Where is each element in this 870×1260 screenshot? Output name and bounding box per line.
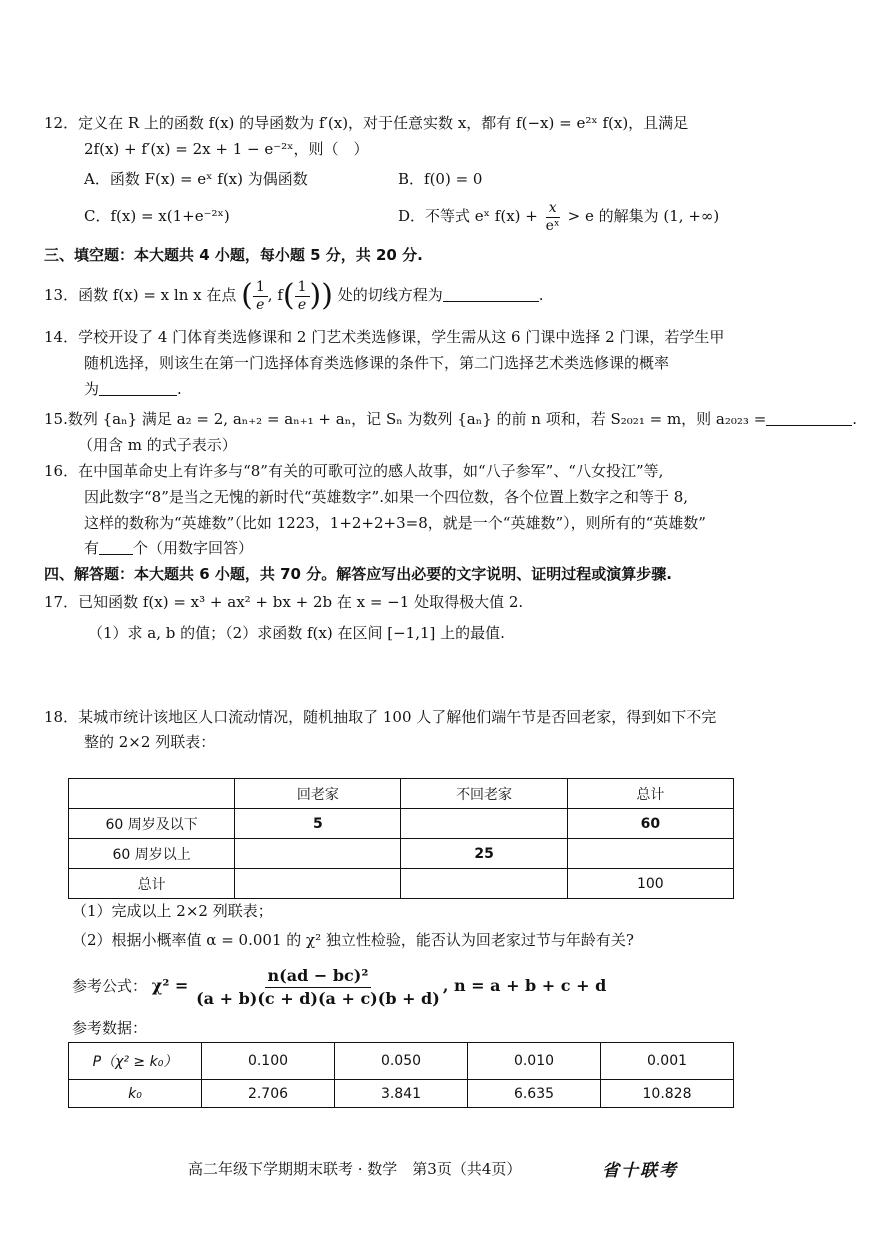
formula-denominator: (a + b)(c + d)(a + c)(b + d) xyxy=(196,988,440,1008)
table-cell: 5 xyxy=(235,809,401,839)
q12-option-c: C．f(x) = x(1+e⁻²ˣ) xyxy=(84,207,230,225)
table-cell: 0.001 xyxy=(601,1043,734,1080)
q12-line1: 12．定义在 R 上的函数 f(x) 的导函数为 f′(x)，对于任意实数 x，都有 f(−x) = e²ˣ f(x)，且满足 xyxy=(44,114,689,132)
q14-line3-text: 为 xyxy=(84,380,100,398)
q14-line1: 14．学校开设了 4 门体育类选修课和 2 门艺术类选修课，学生需从这 6 门课中选择 2 门课，若学生甲 xyxy=(44,328,725,346)
table-cell xyxy=(235,839,401,869)
q13-answer-blank[interactable] xyxy=(443,285,539,302)
q13-fraction-2 xyxy=(295,279,310,314)
q13-end: . xyxy=(538,286,544,304)
formula-fraction xyxy=(193,965,443,1010)
table-cell: 3.841 xyxy=(335,1080,468,1108)
reference-row-label: P（χ² ≥ k₀） xyxy=(69,1043,202,1080)
table-cell: 0.010 xyxy=(468,1043,601,1080)
q17-line2: （1）求 a, b 的值；（2）求函数 f(x) 在区间 [−1,1] 上的最值. xyxy=(88,624,505,642)
q18-sub2: （2）根据小概率值 α = 0.001 的 χ² 独立性检验，能否认为回老家过节与年龄有关? xyxy=(72,931,634,949)
q14-line3 xyxy=(84,378,182,400)
table-row xyxy=(69,1080,734,1108)
q13-den-1: e xyxy=(256,296,265,313)
q12-option-d-denominator: eˣ xyxy=(545,217,560,234)
q12-option-d-numerator: x xyxy=(546,200,560,218)
formula-tail: , n = a + b + c + d xyxy=(442,976,607,995)
q14-line2: 随机选择，则该生在第一门选择体育类选修课的条件下，第二门选择艺术类选修课的概率 xyxy=(84,354,670,372)
table-cell: 60 周岁及以下 xyxy=(69,809,235,839)
table-cell: 0.050 xyxy=(335,1043,468,1080)
table-cell xyxy=(235,869,401,899)
contingency-header-cell: 不回老家 xyxy=(401,779,567,809)
q18-sub1: （1）完成以上 2×2 列联表； xyxy=(72,902,273,920)
table-cell: 总计 xyxy=(69,869,235,899)
q15-answer-blank[interactable] xyxy=(766,409,852,426)
contingency-header-cell xyxy=(69,779,235,809)
q12-option-d xyxy=(398,198,719,235)
section-3-heading: 三、填空题：本大题共 4 小题，每小题 5 分，共 20 分. xyxy=(44,246,423,264)
q13-mid: , f xyxy=(267,286,283,304)
contingency-header-cell: 回老家 xyxy=(235,779,401,809)
table-cell: 25 xyxy=(401,839,567,869)
q14-end: . xyxy=(177,380,182,398)
q16-line2: 因此数字“8”是当之无愧的新时代“英雄数字”.如果一个四位数，各个位置上数字之和等于 8, xyxy=(84,488,689,506)
q16-line4 xyxy=(84,537,253,559)
reference-row-label: k₀ xyxy=(69,1080,202,1108)
q13-post: 处的切线方程为 xyxy=(337,286,443,304)
q16-line4-pre: 有 xyxy=(84,539,100,557)
reference-formula xyxy=(72,960,606,1012)
table-row xyxy=(69,1043,734,1080)
contingency-header-cell: 总计 xyxy=(567,779,733,809)
q18-line1: 18．某城市统计该地区人口流动情况，随机抽取了 100 人了解他们端午节是否回老家，得到如下不完 xyxy=(44,708,717,726)
q13-pre: 13．函数 f(x) = x ln x 在点 xyxy=(44,286,237,304)
table-row xyxy=(69,809,734,839)
q12-option-a: A．函数 F(x) = eˣ f(x) 为偶函数 xyxy=(84,170,308,188)
q16-line1: 16．在中国革命史上有许多与“8”有关的可歌可泣的感人故事，如“八子参军”、“八女投江”等, xyxy=(44,462,664,480)
q16-answer-blank[interactable] xyxy=(99,538,133,555)
formula-label: 参考公式： xyxy=(72,977,148,995)
q15-end: . xyxy=(852,410,858,428)
table-cell: 0.100 xyxy=(202,1043,335,1080)
table-cell xyxy=(567,839,733,869)
table-cell: 100 xyxy=(567,869,733,899)
exam-stamp: 省十联考 xyxy=(602,1161,678,1181)
formula-numerator: n(ad − bc)² xyxy=(265,965,372,988)
page-footer: 高二年级下学期期末联考 · 数学 第3页（共4页） xyxy=(188,1160,522,1178)
q14-answer-blank[interactable] xyxy=(99,379,177,396)
q15-line1 xyxy=(44,408,857,430)
q13-num-1: 1 xyxy=(253,279,268,297)
q16-line4-post: 个（用数字回答） xyxy=(133,539,254,557)
q13: 13．函数 f(x) = x ln x 在点 ( $\frac{1}{e}$ , f( $\frac{1}{e}$ )) 处的切线方程为 . xyxy=(44,278,544,313)
table-cell: 6.635 xyxy=(468,1080,601,1108)
q15-line1-text: 15.数列 {aₙ} 满足 a₂ = 2, aₙ₊₂ = aₙ₊₁ + aₙ，记 Sₙ 为数列 {aₙ} 的前 n 项和，若 S₂₀₂₁ = m，则 a₂₀₂₃ = xyxy=(44,410,767,428)
q13-fraction-1 xyxy=(253,279,268,314)
contingency-header-row xyxy=(69,779,734,809)
table-cell xyxy=(401,869,567,899)
q12-option-d-pre: D．不等式 eˣ f(x) + xyxy=(398,207,538,225)
q13-num-2: 1 xyxy=(295,279,310,297)
q17-line1: 17．已知函数 f(x) = x³ + ax² + bx + 2b 在 x = −1 处取得极大值 2. xyxy=(44,593,524,611)
q12-option-b: B．f(0) = 0 xyxy=(398,170,483,188)
table-cell: 60 周岁以上 xyxy=(69,839,235,869)
q12-option-d-fraction xyxy=(543,200,563,235)
reference-data-table xyxy=(68,1042,734,1108)
reference-data-label: 参考数据： xyxy=(72,1019,148,1037)
table-row xyxy=(69,869,734,899)
formula-lhs: χ² = xyxy=(151,976,189,995)
section-4-heading: 四、解答题：本大题共 6 小题，共 70 分。解答应写出必要的文字说明、证明过程或演算步骤. xyxy=(44,565,672,583)
q16-line3: 这样的数称为“英雄数”（比如 1223，1+2+2+3=8，就是一个“英雄数”），则所有的“英雄数” xyxy=(84,514,706,532)
q12-line2: 2f(x) + f′(x) = 2x + 1 − e⁻²ˣ，则（ ） xyxy=(84,140,369,158)
q15-line2: （用含 m 的式子表示） xyxy=(78,436,237,454)
table-cell xyxy=(401,809,567,839)
q13-den-2: e xyxy=(297,296,307,313)
table-row xyxy=(69,839,734,869)
contingency-table xyxy=(68,778,734,899)
q18-line2: 整的 2×2 列联表： xyxy=(84,733,216,751)
table-cell: 60 xyxy=(567,809,733,839)
table-cell: 2.706 xyxy=(202,1080,335,1108)
q12-option-d-post: > e 的解集为 (1, +∞) xyxy=(567,207,720,225)
table-cell: 10.828 xyxy=(601,1080,734,1108)
